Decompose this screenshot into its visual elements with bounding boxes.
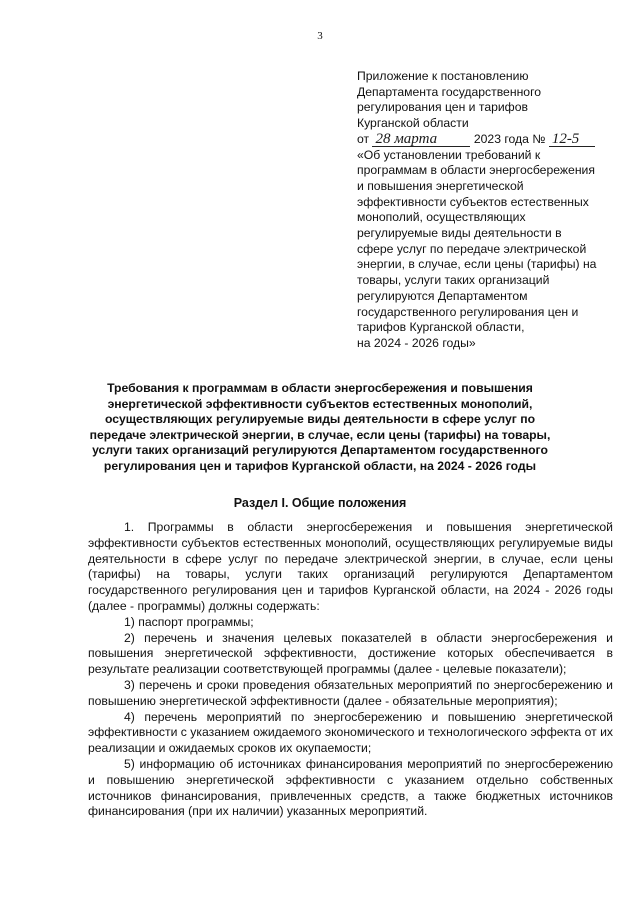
appendix-subject-line: регулируются Департаментом (357, 288, 528, 303)
list-item: 2) перечень и значения целевых показателей в области энергосбережения и повышения энергетической эффективности, достижение которых обеспечивается в результате реализации соответствующей программы (далее - целевые показатели); (88, 630, 613, 677)
appendix-line: Приложение к постановлению (357, 69, 529, 83)
appendix-subject-line: и повышения энергетической (357, 178, 524, 193)
list-item: 3) перечень и сроки проведения обязательных мероприятий по энергосбережению и повышению энергетической эффективности (далее - обязательные мероприятия); (88, 677, 613, 708)
year-text: 2023 года № (473, 131, 546, 146)
appendix-line: Департамента государственного (357, 84, 542, 99)
list-item: 1) паспорт программы; (124, 614, 254, 629)
section-heading: Раздел I. Общие положения (233, 496, 407, 510)
appendix-subject-line: программам в области энергосбережения (357, 163, 595, 178)
document-title: Требования к программам в области энергосбережения и повышения энергетической эффективности субъектов естественных монополий, осуществляющих регулируемые виды деятельности в сфере услуг по передаче электрической энергии, в случае, если цены (тарифы) на товары, услуги таких организаций регулируются Департаментом государственного регулирования цен и тарифов Курганской области, на 2024 - 2026 годы (89, 381, 551, 473)
appendix-subject-line: монополий, осуществляющих (357, 210, 526, 225)
appendix-subject-line: тарифов Курганской области, (357, 320, 525, 335)
appendix-subject-line: регулируемые виды деятельности в (357, 226, 562, 241)
handwritten-number: 12-5 (549, 133, 595, 147)
list-item: 5) информацию об источниках финансирования мероприятий по энергосбережению и повышению энергетической эффективности с указанием отдельно собственных источников финансирования, привлеченных средств, а также бюджетных источников финансирования (при их наличии) указанных мероприятий. (88, 756, 613, 819)
date-prefix: от (357, 131, 370, 146)
appendix-block (357, 69, 619, 352)
appendix-date-line (357, 132, 619, 148)
appendix-subject-line: эффективности субъектов естественных (357, 194, 589, 209)
appendix-line: Курганской области (357, 116, 469, 131)
list-item: 4) перечень мероприятий по энергосбережению и повышению энергетической эффективности с указанием ожидаемого экономического и технологического эффекта от их реализации и ожидаемых сроков их окупаемости; (88, 709, 613, 756)
appendix-subject-line: товары, услуги таких организаций (357, 273, 550, 288)
handwritten-date: 28 марта (372, 133, 470, 147)
paragraph: 1. Программы в области энергосбережения и повышения энергетической эффективности субъектов естественных монополий, осуществляющих регулируемые виды деятельности в сфере услуг по передаче электрической энергии, в случае, если цены (тарифы) на товары, услуги таких организаций регулируются Департаментом государственного регулирования цен и тарифов Курганской области, на 2024 - 2026 годы (далее - программы) должны содержать: (88, 520, 613, 613)
appendix-subject-line: государственного регулирования цен и (357, 304, 579, 319)
appendix-subject-line: «Об установлении требований к (357, 147, 541, 162)
appendix-subject-line: сфере услуг по передаче электрической (357, 241, 587, 256)
appendix-subject-line: на 2024 - 2026 годы» (357, 335, 476, 350)
page-number: 3 (317, 30, 323, 42)
body-text (88, 520, 613, 820)
appendix-subject-line: энергии, в случае, если цены (тарифы) на (357, 257, 597, 272)
appendix-subject (357, 148, 619, 352)
appendix-line: регулирования цен и тарифов (357, 100, 528, 115)
